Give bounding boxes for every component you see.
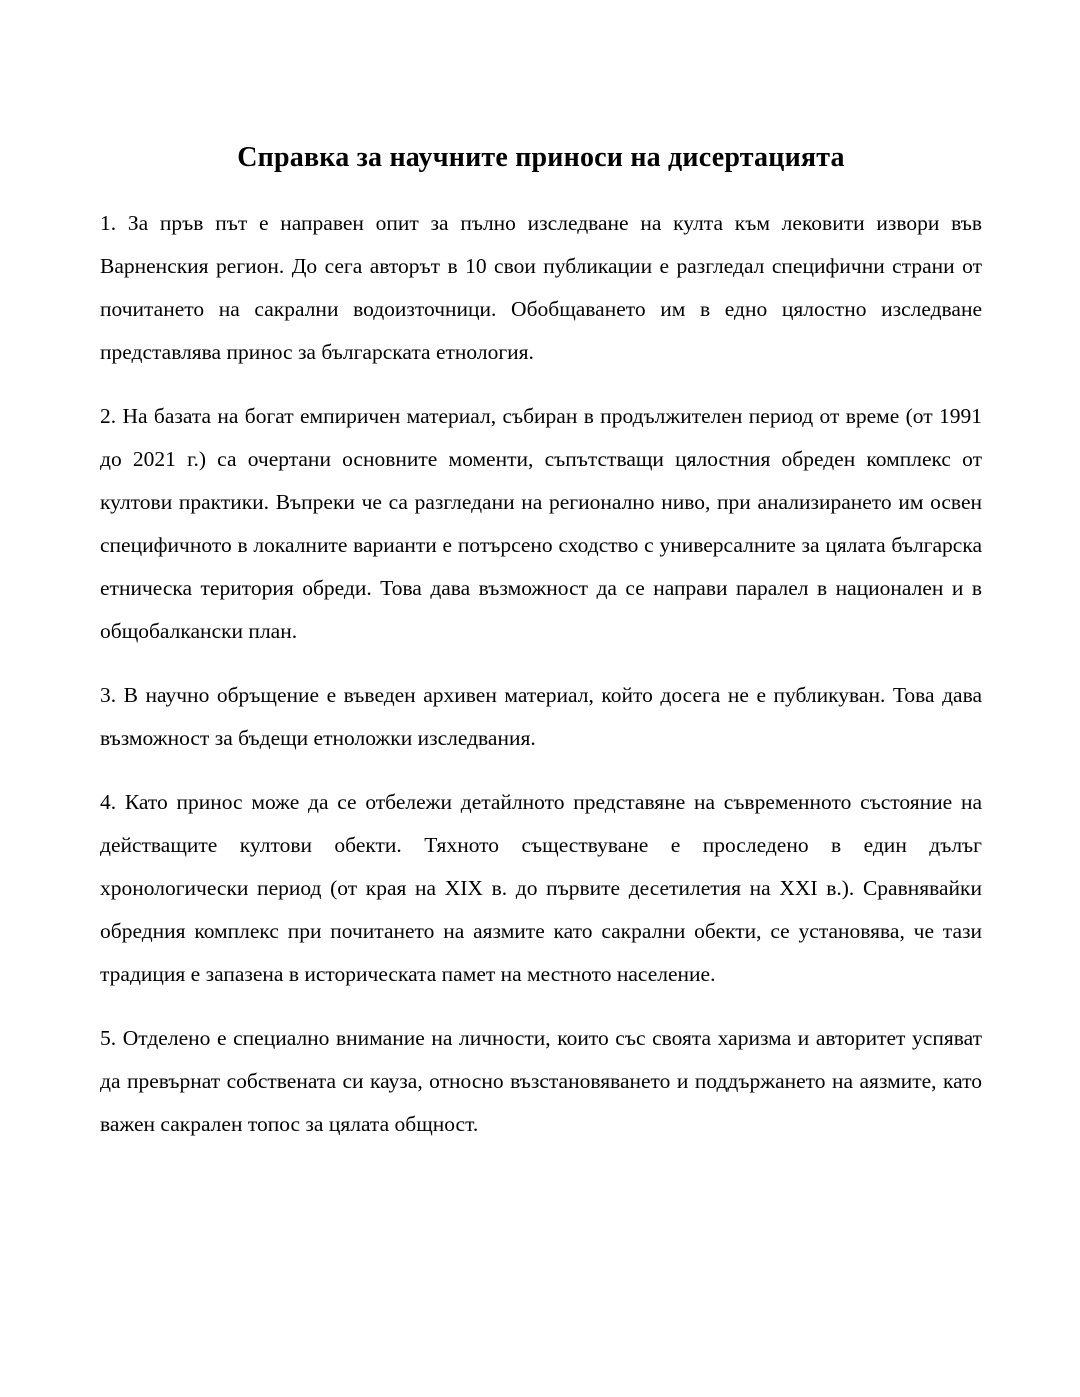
paragraph-1: 1. За пръв път е направен опит за пълно изследване на култа към лековити извори във Варненския регион. До сега авторът в 10 свои публикации е разгледал специфични страни от почитането на сакрални водоизточници. Обобщаването им в едно цялостно изследване представлява принос за българската етнология. <box>100 211 982 364</box>
document-title: Справка за научните приноси на дисертацията <box>237 142 845 173</box>
paragraph-3: 3. В научно обръщение е въведен архивен материал, който досега не е публикуван. Това дава възможност за бъдещи етноложки изследвания. <box>100 683 982 750</box>
paragraph-4: 4. Като принос може да се отбележи детайлното представяне на съвременното състояние на действащите култови обекти. Тяхното съществуване е проследено в един дълъг хронологически период (от края на XIX в. до първите десетилетия на XXI в.). Сравнявайки обредния комплекс при почитането на аязмите като сакрални обекти, се установява, че тази традиция е запазена в историческата памет на местното население. <box>100 790 982 986</box>
paragraph-2: 2. На базата на богат емпиричен материал, събиран в продължителен период от време (от 1991 до 2021 г.) са очертани основните моменти, съпътстващи цялостния обреден комплекс от култови практики. Въпреки че са разгледани на регионално ниво, при анализирането им освен специфичното в локалните варианти е потърсено сходство с универсалните за цялата българска етническа територия обреди. Това дава възможност да се направи паралел в национален и в общобалкански план. <box>100 404 982 643</box>
paragraph-5: 5. Отделено е специално внимание на личности, които със своята харизма и авторитет успяват да превърнат собствената си кауза, относно възстановяването и поддържането на аязмите, като важен сакрален топос за цялата общност. <box>100 1026 982 1136</box>
